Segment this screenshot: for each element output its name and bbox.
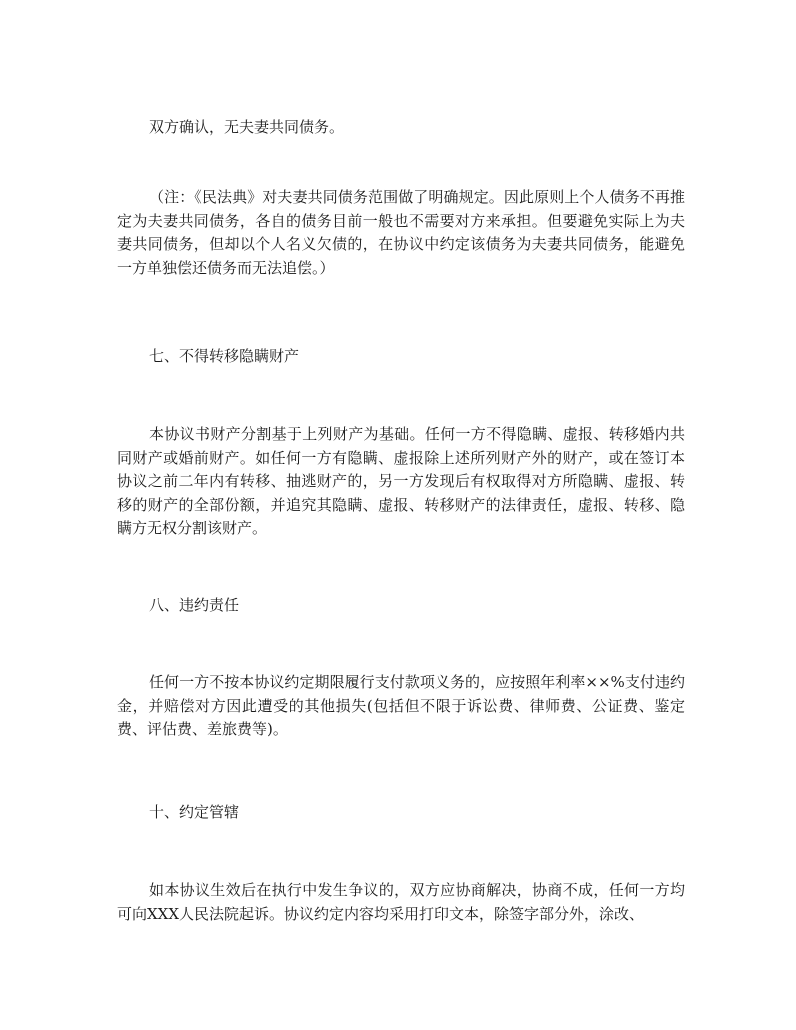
section-heading-10: 十、约定管辖 — [149, 803, 240, 821]
note-paragraph: （注：《民法典》对夫妻共同债务范围做了明确规定。因此原则上个人债务不再推定为夫妻共同债务，各自的债务目前一般也不需要对方来承担。但要避免实际上为夫妻共同债务，但却以个人名义欠债的，在协议中约定该债务为夫妻共同债务，能避免一方单独偿还债务而无法追偿。） — [117, 188, 685, 277]
section-heading-7: 七、不得转移隐瞒财产 — [149, 347, 300, 365]
section-10-paragraph: 如本协议生效后在执行中发生争议的，双方应协商解决，协商不成，任何一方均可向XXX人民法院起诉。协议约定内容均采用打印文本，除签字部分外，涂改、 — [117, 881, 685, 923]
section-8-paragraph: 任何一方不按本协议约定期限履行支付款项义务的，应按照年利率××%支付违约金，并赔偿对方因此遭受的其他损失(包括但不限于诉讼费、律师费、公证费、鉴定费、评估费、差旅费等)。 — [117, 673, 685, 738]
section-heading-8: 八、违约责任 — [149, 596, 240, 614]
debt-confirmation-paragraph: 双方确认，无夫妻共同债务。 — [149, 118, 345, 136]
section-7-paragraph: 本协议书财产分割基于上列财产为基础。任何一方不得隐瞒、虚报、转移婚内共同财产或婚前财产。如任何一方有隐瞒、虚报除上述所列财产外的财产，或在签订本协议之前二年内有转移、抽逃财产的，另一方发现后有权取得对方所隐瞒、虚报、转移的财产的全部份额，并追究其隐瞒、虚报、转移财产的法律责任，虚报、转移、隐瞒方无权分割该财产。 — [117, 425, 685, 537]
